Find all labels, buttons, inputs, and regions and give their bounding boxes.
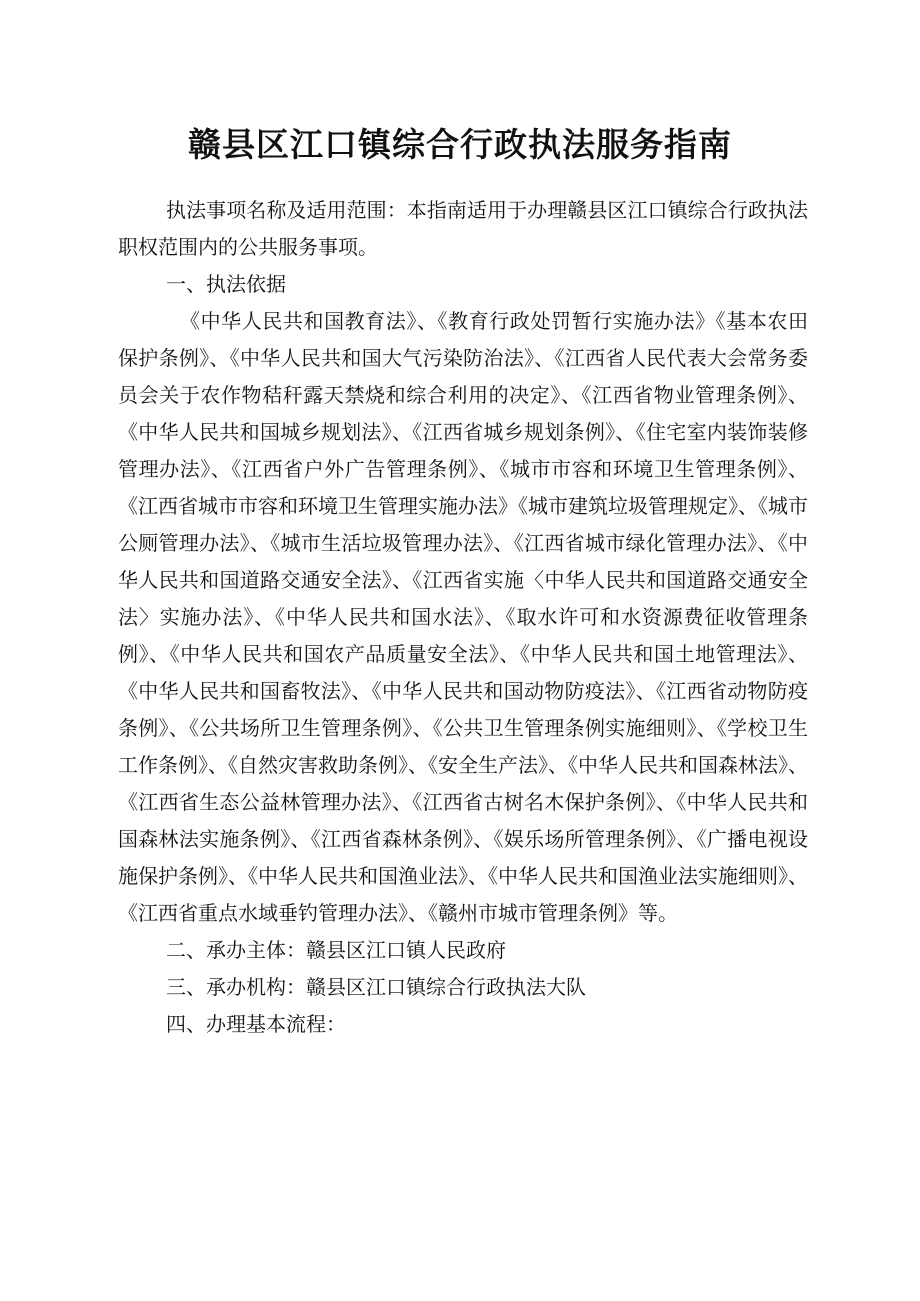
scope-paragraph: 执法事项名称及适用范围：本指南适用于办理赣县区江口镇综合行政执法职权范围内的公共服务事项。 xyxy=(118,198,808,259)
section-organizer: 二、承办主体：赣县区江口镇人民政府 xyxy=(166,938,506,962)
document-body xyxy=(118,192,808,1043)
legal-basis-list: 《中华人民共和国教育法》、《教育行政处罚暂行实施办法》《基本农田保护条例》、《中华人民共和国大气污染防治法》、《江西省人民代表大会常务委员会关于农作物秸秆露天禁烧和综合利用的决定》、《江西省物业管理条例》、《中华人民共和国城乡规划法》、《江西省城乡规划条例》、《住宅室内装饰装修管理办法》、《江西省户外广告管理条例》、《城市市容和环境卫生管理条例》、《江西省城市市容和环境卫生管理实施办法》《城市建筑垃圾管理规定》、《城市公厕管理办法》、《城市生活垃圾管理办法》、《江西省城市绿化管理办法》、《中华人民共和国道路交通安全法》、《江西省实施〈中华人民共和国道路交通安全法〉实施办法》、《中华人民共和国水法》、《取水许可和水资源费征收管理条例》、《中华人民共和国农产品质量安全法》、《中华人民共和国土地管理法》、《中华人民共和国畜牧法》、《中华人民共和国动物防疫法》、《江西省动物防疫条例》、《公共场所卫生管理条例》、《公共卫生管理条例实施细则》、《学校卫生工作条例》、《自然灾害救助条例》、《安全生产法》、《中华人民共和国森林法》、《江西省生态公益林管理办法》、《江西省古树名木保护条例》、《中华人民共和国森林法实施条例》、《江西省森林条例》、《娱乐场所管理条例》、《广播电视设施保护条例》、《中华人民共和国渔业法》、《中华人民共和国渔业法实施细则》、《江西省重点水域垂钓管理办法》、《赣州市城市管理条例》等。 xyxy=(118,309,808,925)
section-handling-agency: 三、承办机构：赣县区江口镇综合行政执法大队 xyxy=(166,975,586,999)
section-process-heading: 四、办理基本流程： xyxy=(166,1012,346,1036)
section-heading-legal-basis: 一、执法依据 xyxy=(166,272,286,296)
document-title: 赣县区江口镇综合行政执法服务指南 xyxy=(188,125,732,164)
